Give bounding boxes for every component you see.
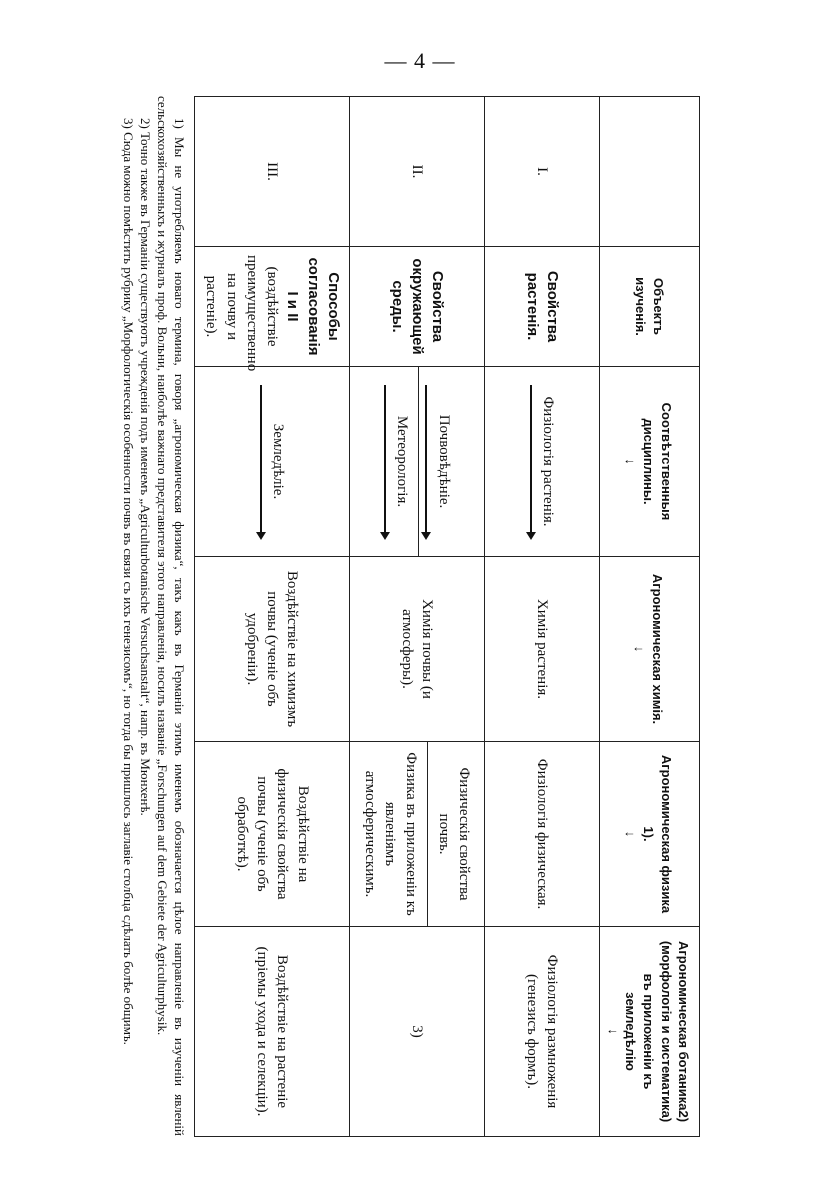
cell-divider xyxy=(419,367,420,556)
row-botany: Физіологія размноженія (генезисъ формъ). xyxy=(485,927,600,1137)
header-physics-label: Агрономическая физика 1). xyxy=(641,754,674,914)
row-object-bold: Способы согласованія I и II xyxy=(284,257,342,356)
discipline-label: Физіологія растенія. xyxy=(540,396,557,527)
footnotes xyxy=(119,96,195,1136)
row-number: I. xyxy=(485,97,600,247)
page-number: — 4 — xyxy=(384,48,456,73)
physics-label: Физика въ приложеніи къ явленіямъ атмосферическимъ. xyxy=(362,752,419,916)
row-physics xyxy=(350,742,485,927)
physics-label: Физическія свойства почвъ. xyxy=(435,767,473,901)
row-disciplines xyxy=(485,367,600,557)
header-object: Объектъ изученія. xyxy=(600,247,700,367)
row-physics: Физіологія физическая. xyxy=(485,742,600,927)
right-arrow-line xyxy=(426,385,428,538)
table-row-3 xyxy=(195,97,350,1137)
discipline-label: Почвовѣдѣніе. xyxy=(435,414,452,509)
row-number: II. xyxy=(350,97,485,247)
row-object: Свойства окружающей среды. xyxy=(350,247,485,367)
header-disciplines-label: Соотвѣтственныя дисциплины. xyxy=(641,402,674,521)
header-physics xyxy=(600,742,700,927)
row-botany: 3) xyxy=(350,927,485,1137)
row-number: III. xyxy=(195,97,350,247)
row-object xyxy=(195,247,350,372)
row-chemistry: Воздѣйствіе на химизмъ почвы (ученіе объ удобреніи). xyxy=(195,557,350,742)
header-disciplines xyxy=(600,367,700,557)
row-botany: Воздѣйствіе на растеніе (пріемы ухода и селекціи). xyxy=(195,927,350,1137)
down-arrow-icon: ↓ xyxy=(623,458,639,465)
right-arrow-line xyxy=(530,385,532,538)
footnote-3: 3) Сюда можно помѣстить рубрику „Морфологическія особенности почвъ въ связи съ ихъ генезисомъ“, но тогда бы пришлось заглавіе столбца сдѣлать болѣе общимъ. xyxy=(120,118,136,1045)
header-chemistry xyxy=(600,557,700,742)
footnote-1: 1) Мы не употребляемъ новаго термина, говоря „агрономическая физика“, такъ какъ въ Германіи этимъ именемъ обозначается цѣлое направленіе въ изученіи явленій сельскохозяйственныхъ и журналъ проф. Вольни, наиболѣе важнаго представителя этого направленія, носилъ названіе „Forschungen auf dem Gebiete der Agriculturphysik. xyxy=(154,96,187,1136)
table-row-2 xyxy=(350,97,485,1137)
header-number xyxy=(600,97,700,247)
down-arrow-icon: ↓ xyxy=(605,1028,621,1035)
row-object-rest: (воздѣйствіе преимущественно на почву и растеніе). xyxy=(203,255,281,372)
header-botany xyxy=(600,927,700,1137)
discipline-label: Земледѣліе. xyxy=(270,423,287,500)
rotated-content xyxy=(115,96,700,1136)
table-row-1 xyxy=(485,97,600,1137)
classification-table xyxy=(194,96,700,1137)
row-physics: Воздѣйствіе на физическія свойства почвы (ученіе объ обработкѣ). xyxy=(195,742,350,927)
header-chemistry-label: Агрономическая химія. xyxy=(649,573,665,725)
discipline-label: Метеорологія. xyxy=(394,415,411,508)
footnote-rule xyxy=(194,96,195,246)
right-arrow-line xyxy=(260,385,262,538)
row-disciplines xyxy=(350,367,485,557)
down-arrow-icon: ↓ xyxy=(632,645,648,653)
down-arrow-icon: ↓ xyxy=(623,830,639,838)
row-chemistry: Химія растенія. xyxy=(485,557,600,742)
header-botany-label: Агрономическая ботаника2) (морфологія и систематика) въ приложеніи къ земледѣлію xyxy=(623,940,692,1123)
row-chemistry: Химія почвы (и атмосферы). xyxy=(350,557,485,742)
cell-divider xyxy=(427,742,428,926)
right-arrow-line xyxy=(384,385,386,538)
row-object: Свойства растенія. xyxy=(485,247,600,367)
row-disciplines xyxy=(195,367,350,557)
table-header-row xyxy=(600,97,700,1137)
footnote-2: 2) Точно также въ Германіи существуютъ учрежденія подъ именемъ „Agriculturbotanische Versuchsanstalt“, напр. въ Мюнхенѣ. xyxy=(137,118,153,816)
